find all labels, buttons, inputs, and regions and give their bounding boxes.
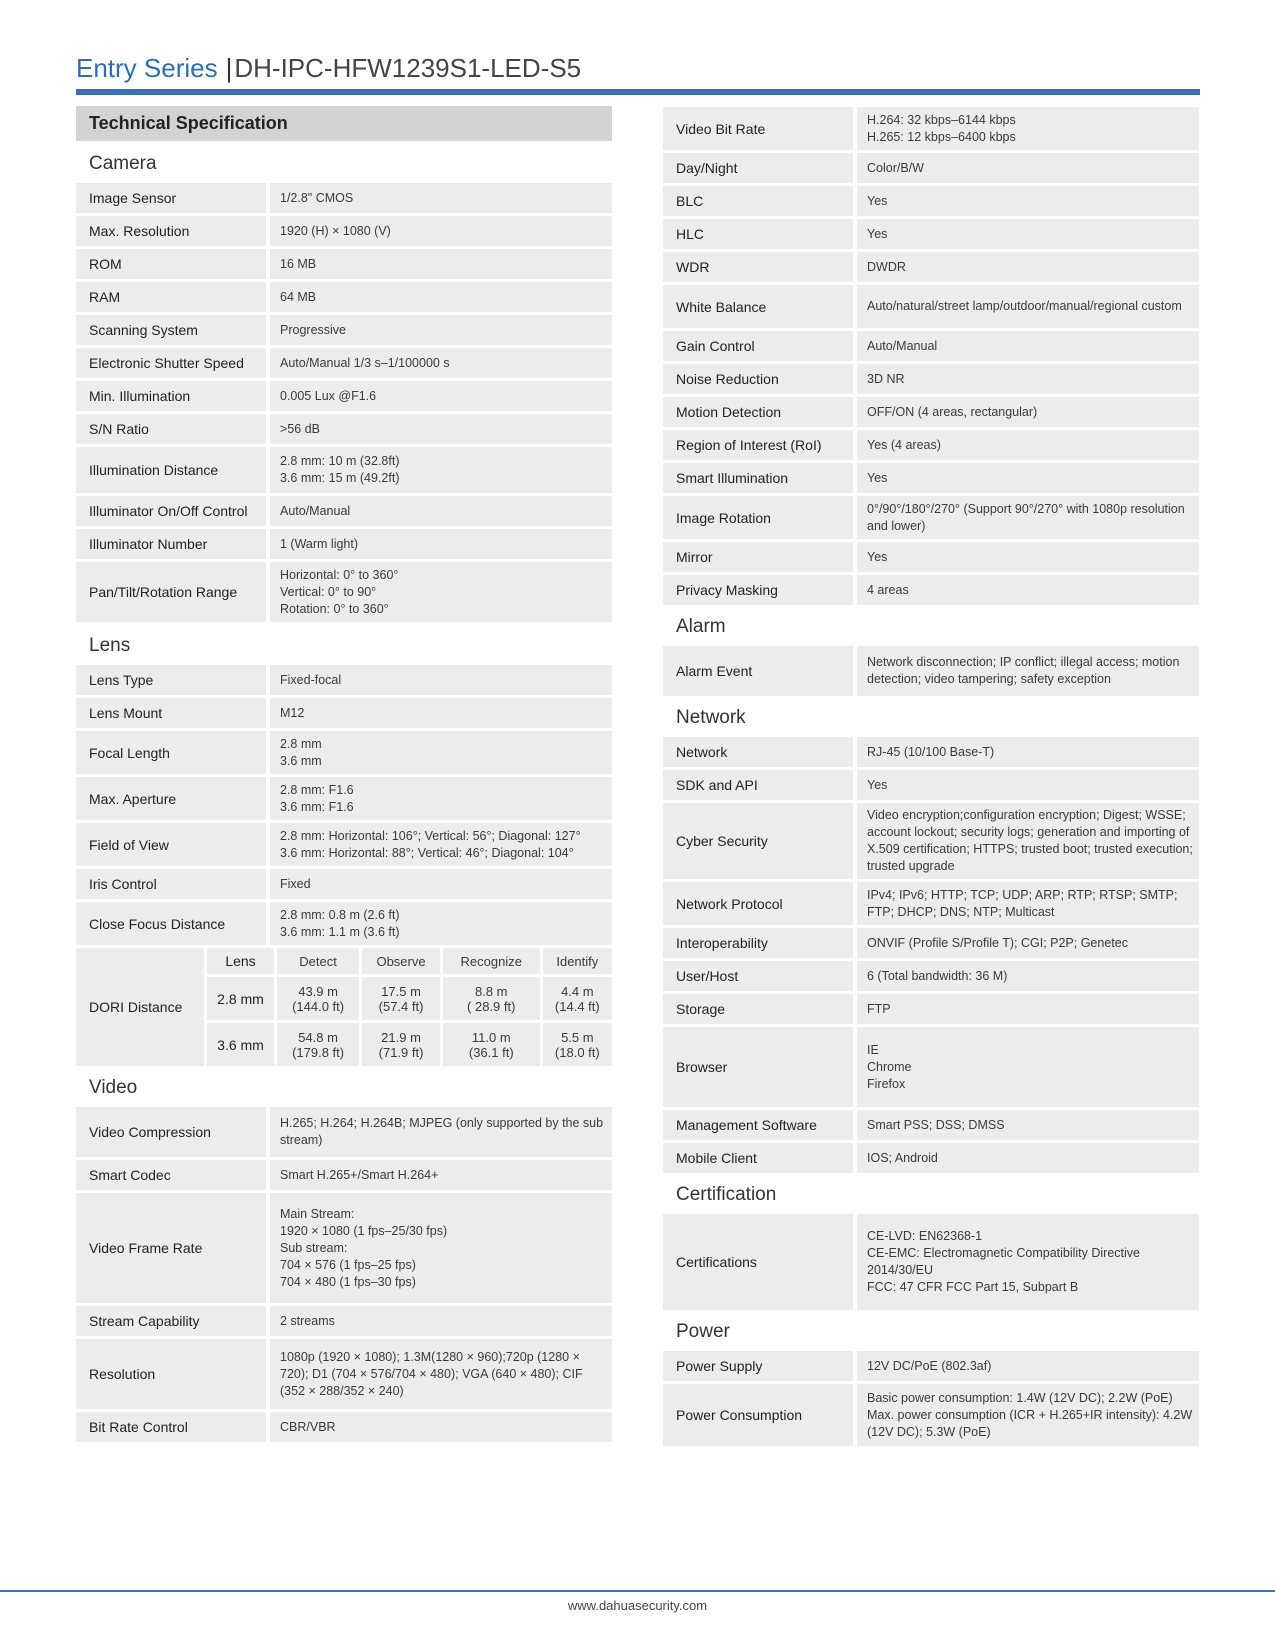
spec-row (663, 153, 1199, 183)
network-table (663, 734, 1199, 1176)
spec-label: Smart Codec (76, 1160, 270, 1190)
video-table (76, 1104, 612, 1445)
spec-row (663, 542, 1199, 572)
spec-label: RAM (76, 282, 270, 312)
spec-label: WDR (663, 252, 857, 282)
spec-label: Smart Illumination (663, 463, 857, 493)
section-title-network: Network (676, 707, 746, 728)
spec-label: HLC (663, 219, 857, 249)
spec-value: OFF/ON (4 areas, rectangular) (857, 397, 1199, 427)
dori-lens: 2.8 mm (207, 977, 277, 1020)
spec-row (663, 994, 1199, 1024)
spec-label: Network Protocol (663, 882, 857, 925)
spec-value: 3D NR (857, 364, 1199, 394)
section-title-certification: Certification (676, 1184, 777, 1205)
section-title-power: Power (676, 1321, 730, 1342)
spec-row (76, 1306, 612, 1336)
dori-header-detect: Detect (277, 948, 362, 974)
spec-value: 1/2.8" CMOS (270, 183, 612, 213)
spec-value: Yes (857, 542, 1199, 572)
spec-row (76, 698, 612, 728)
spec-value: 1920 (H) × 1080 (V) (270, 216, 612, 246)
spec-value: Yes (857, 463, 1199, 493)
spec-row (76, 823, 612, 866)
spec-label: Region of Interest (RoI) (663, 430, 857, 460)
spec-label: Privacy Masking (663, 575, 857, 605)
spec-row (663, 107, 1199, 150)
certification-table (663, 1211, 1199, 1313)
spec-value: 0°/90°/180°/270° (Support 90°/270° with 1080p resolution and lower) (857, 496, 1199, 539)
section-title-camera: Camera (89, 153, 157, 174)
spec-row (76, 1339, 612, 1409)
spec-value: Auto/Manual (270, 496, 612, 526)
spec-value: Network disconnection; IP conflict; illegal access; motion detection; video tampering; safety exception (857, 646, 1199, 696)
spec-row (76, 348, 612, 378)
dori-header-identify: Identify (543, 948, 612, 974)
spec-row (663, 1351, 1199, 1381)
spec-label: Illumination Distance (76, 447, 270, 493)
spec-label: BLC (663, 186, 857, 216)
spec-label: Video Frame Rate (76, 1193, 270, 1303)
spec-value: FTP (857, 994, 1199, 1024)
dori-header-recognize: Recognize (443, 948, 543, 974)
spec-row (76, 216, 612, 246)
footer-url: www.dahuasecurity.com (567, 1598, 708, 1613)
spec-value: 6 (Total bandwidth: 36 M) (857, 961, 1199, 991)
spec-label: Max. Resolution (76, 216, 270, 246)
spec-label: ROM (76, 249, 270, 279)
spec-label: Pan/Tilt/Rotation Range (76, 562, 270, 622)
spec-value: H.264: 32 kbps–6144 kbps H.265: 12 kbps–6400 kbps (857, 107, 1199, 150)
spec-row (663, 252, 1199, 282)
spec-label: Storage (663, 994, 857, 1024)
header-rule (76, 89, 1200, 95)
spec-label: Network (663, 737, 857, 767)
spec-value: 1080p (1920 × 1080); 1.3M(1280 × 960);720p (1280 × 720); D1 (704 × 576/704 × 480); VGA (640 × 480); CIF (352 × 288/352 × 240) (270, 1339, 612, 1409)
model-number: DH-IPC-HFW1239S1-LED-S5 (234, 53, 582, 83)
spec-value: Yes (857, 186, 1199, 216)
dori-recognize: 8.8 m ( 28.9 ft) (443, 977, 543, 1020)
left-column (76, 106, 612, 1445)
alarm-table (663, 643, 1199, 699)
spec-value: IE Chrome Firefox (857, 1027, 1199, 1107)
spec-row (663, 219, 1199, 249)
spec-value: Auto/natural/street lamp/outdoor/manual/regional custom (857, 285, 1199, 328)
dori-observe: 21.9 m (71.9 ft) (362, 1023, 443, 1066)
spec-row (76, 902, 612, 945)
title-separator: | (225, 53, 233, 83)
spec-label: Certifications (663, 1214, 857, 1310)
spec-row (663, 646, 1199, 696)
spec-value: Auto/Manual (857, 331, 1199, 361)
spec-value: 2.8 mm 3.6 mm (270, 731, 612, 774)
spec-label: Power Consumption (663, 1384, 857, 1446)
spec-label: Mirror (663, 542, 857, 572)
spec-value: Fixed-focal (270, 665, 612, 695)
dori-detect: 43.9 m (144.0 ft) (277, 977, 362, 1020)
spec-row (663, 961, 1199, 991)
spec-row (76, 282, 612, 312)
spec-row (663, 1027, 1199, 1107)
spec-label: Noise Reduction (663, 364, 857, 394)
spec-value: 2 streams (270, 1306, 612, 1336)
spec-value: 2.8 mm: 10 m (32.8ft) 3.6 mm: 15 m (49.2ft) (270, 447, 612, 493)
spec-value: RJ-45 (10/100 Base-T) (857, 737, 1199, 767)
spec-label: Min. Illumination (76, 381, 270, 411)
spec-row (76, 731, 612, 774)
spec-row (663, 1214, 1199, 1310)
spec-label: Stream Capability (76, 1306, 270, 1336)
spec-label: Mobile Client (663, 1143, 857, 1173)
spec-label: Resolution (76, 1339, 270, 1409)
spec-value: 1 (Warm light) (270, 529, 612, 559)
page-title (76, 50, 1200, 86)
spec-label: Iris Control (76, 869, 270, 899)
spec-label: S/N Ratio (76, 414, 270, 444)
spec-row (76, 562, 612, 622)
right-column (663, 107, 1199, 1449)
spec-row (76, 249, 612, 279)
lens-table (76, 662, 612, 948)
power-table (663, 1348, 1199, 1449)
spec-label: Max. Aperture (76, 777, 270, 820)
spec-value: 0.005 Lux @F1.6 (270, 381, 612, 411)
camera-table (76, 180, 612, 625)
spec-row (76, 1193, 612, 1303)
dori-header-observe: Observe (362, 948, 443, 974)
page-header (76, 50, 1200, 92)
spec-label: SDK and API (663, 770, 857, 800)
spec-title: Technical Specification (76, 106, 612, 141)
dori-label: DORI Distance (76, 948, 207, 1066)
spec-label: Management Software (663, 1110, 857, 1140)
spec-row (76, 1107, 612, 1157)
spec-value: Horizontal: 0° to 360° Vertical: 0° to 90° Rotation: 0° to 360° (270, 562, 612, 622)
spec-row (663, 186, 1199, 216)
spec-row (76, 315, 612, 345)
spec-value: 2.8 mm: 0.8 m (2.6 ft) 3.6 mm: 1.1 m (3.6 ft) (270, 902, 612, 945)
spec-row (663, 1143, 1199, 1173)
spec-value: ONVIF (Profile S/Profile T); CGI; P2P; Genetec (857, 928, 1199, 958)
spec-row (663, 1384, 1199, 1446)
spec-value: Color/B/W (857, 153, 1199, 183)
spec-value: Smart PSS; DSS; DMSS (857, 1110, 1199, 1140)
spec-value: CE-LVD: EN62368-1 CE-EMC: Electromagnetic Compatibility Directive 2014/30/EU FCC: 47 CFR FCC Part 15, Subpart B (857, 1214, 1199, 1310)
spec-row (663, 430, 1199, 460)
spec-row (663, 397, 1199, 427)
spec-label: Gain Control (663, 331, 857, 361)
spec-row (76, 777, 612, 820)
spec-row (76, 496, 612, 526)
video-continued-table (663, 104, 1199, 608)
spec-row (663, 882, 1199, 925)
spec-value: 64 MB (270, 282, 612, 312)
spec-label: Power Supply (663, 1351, 857, 1381)
spec-row (663, 770, 1199, 800)
spec-label: Scanning System (76, 315, 270, 345)
spec-label: Cyber Security (663, 803, 857, 879)
spec-value: Basic power consumption: 1.4W (12V DC); 2.2W (PoE) Max. power consumption (ICR + H.265+IR intensity): 4.2W (12V DC); 5.3W (PoE) (857, 1384, 1199, 1446)
spec-value: Yes (4 areas) (857, 430, 1199, 460)
spec-value: Main Stream: 1920 × 1080 (1 fps–25/30 fps) Sub stream: 704 × 576 (1 fps–25 fps) 704 × 480 (1 fps–30 fps) (270, 1193, 612, 1303)
spec-row (76, 447, 612, 493)
spec-value: Yes (857, 219, 1199, 249)
dori-recognize: 11.0 m (36.1 ft) (443, 1023, 543, 1066)
spec-row (76, 529, 612, 559)
spec-value: 2.8 mm: F1.6 3.6 mm: F1.6 (270, 777, 612, 820)
spec-row (76, 665, 612, 695)
section-title-video: Video (89, 1077, 138, 1098)
spec-label: Video Bit Rate (663, 107, 857, 150)
spec-row (76, 381, 612, 411)
spec-label: Illuminator On/Off Control (76, 496, 270, 526)
dori-header-row (76, 948, 612, 974)
spec-row (663, 575, 1199, 605)
spec-value: 4 areas (857, 575, 1199, 605)
spec-value: H.265; H.264; H.264B; MJPEG (only supported by the sub stream) (270, 1107, 612, 1157)
spec-value: Video encryption;configuration encryption; Digest; WSSE; account lockout; security logs; generation and importing of X.509 certification; HTTPS; trusted boot; trusted execution; trusted upgrade (857, 803, 1199, 879)
spec-row (663, 285, 1199, 328)
section-title-alarm: Alarm (676, 616, 726, 637)
spec-value: IOS; Android (857, 1143, 1199, 1173)
spec-row (663, 463, 1199, 493)
dori-header-lens: Lens (207, 948, 277, 974)
spec-label: Motion Detection (663, 397, 857, 427)
spec-label: Browser (663, 1027, 857, 1107)
spec-row (663, 1110, 1199, 1140)
dori-observe: 17.5 m (57.4 ft) (362, 977, 443, 1020)
spec-value: CBR/VBR (270, 1412, 612, 1442)
footer-rule (0, 1590, 1275, 1592)
spec-label: User/Host (663, 961, 857, 991)
spec-label: Alarm Event (663, 646, 857, 696)
spec-row (663, 737, 1199, 767)
spec-row (663, 803, 1199, 879)
spec-value: Auto/Manual 1/3 s–1/100000 s (270, 348, 612, 378)
spec-value: 2.8 mm: Horizontal: 106°; Vertical: 56°; Diagonal: 127° 3.6 mm: Horizontal: 88°; Vertical: 46°; Diagonal: 104° (270, 823, 612, 866)
spec-label: Close Focus Distance (76, 902, 270, 945)
spec-label: Focal Length (76, 731, 270, 774)
dori-detect: 54.8 m (179.8 ft) (277, 1023, 362, 1066)
spec-value: 12V DC/PoE (802.3af) (857, 1351, 1199, 1381)
spec-row (76, 414, 612, 444)
spec-label: Field of View (76, 823, 270, 866)
spec-row (663, 496, 1199, 539)
spec-value: Yes (857, 770, 1199, 800)
spec-value: Progressive (270, 315, 612, 345)
spec-row (663, 928, 1199, 958)
spec-label: Day/Night (663, 153, 857, 183)
spec-row (663, 364, 1199, 394)
spec-value: DWDR (857, 252, 1199, 282)
spec-value: Fixed (270, 869, 612, 899)
dori-lens: 3.6 mm (207, 1023, 277, 1066)
spec-value: IPv4; IPv6; HTTP; TCP; UDP; ARP; RTP; RTSP; SMTP; FTP; DHCP; DNS; NTP; Multicast (857, 882, 1199, 925)
spec-label: Lens Mount (76, 698, 270, 728)
spec-label: Image Sensor (76, 183, 270, 213)
spec-row (663, 331, 1199, 361)
spec-label: Illuminator Number (76, 529, 270, 559)
spec-label: Lens Type (76, 665, 270, 695)
spec-value: >56 dB (270, 414, 612, 444)
section-title-lens: Lens (89, 635, 131, 656)
spec-row (76, 869, 612, 899)
spec-label: Interoperability (663, 928, 857, 958)
dori-table (76, 945, 612, 1069)
spec-value: M12 (270, 698, 612, 728)
spec-value: Smart H.265+/Smart H.264+ (270, 1160, 612, 1190)
spec-row (76, 183, 612, 213)
spec-label: Bit Rate Control (76, 1412, 270, 1442)
dori-identify: 5.5 m (18.0 ft) (543, 1023, 612, 1066)
spec-label: Electronic Shutter Speed (76, 348, 270, 378)
spec-value: 16 MB (270, 249, 612, 279)
dori-identify: 4.4 m (14.4 ft) (543, 977, 612, 1020)
spec-label: Video Compression (76, 1107, 270, 1157)
spec-row (76, 1160, 612, 1190)
series-name: Entry Series (76, 53, 218, 83)
spec-label: White Balance (663, 285, 857, 328)
spec-row (76, 1412, 612, 1442)
spec-label: Image Rotation (663, 496, 857, 539)
